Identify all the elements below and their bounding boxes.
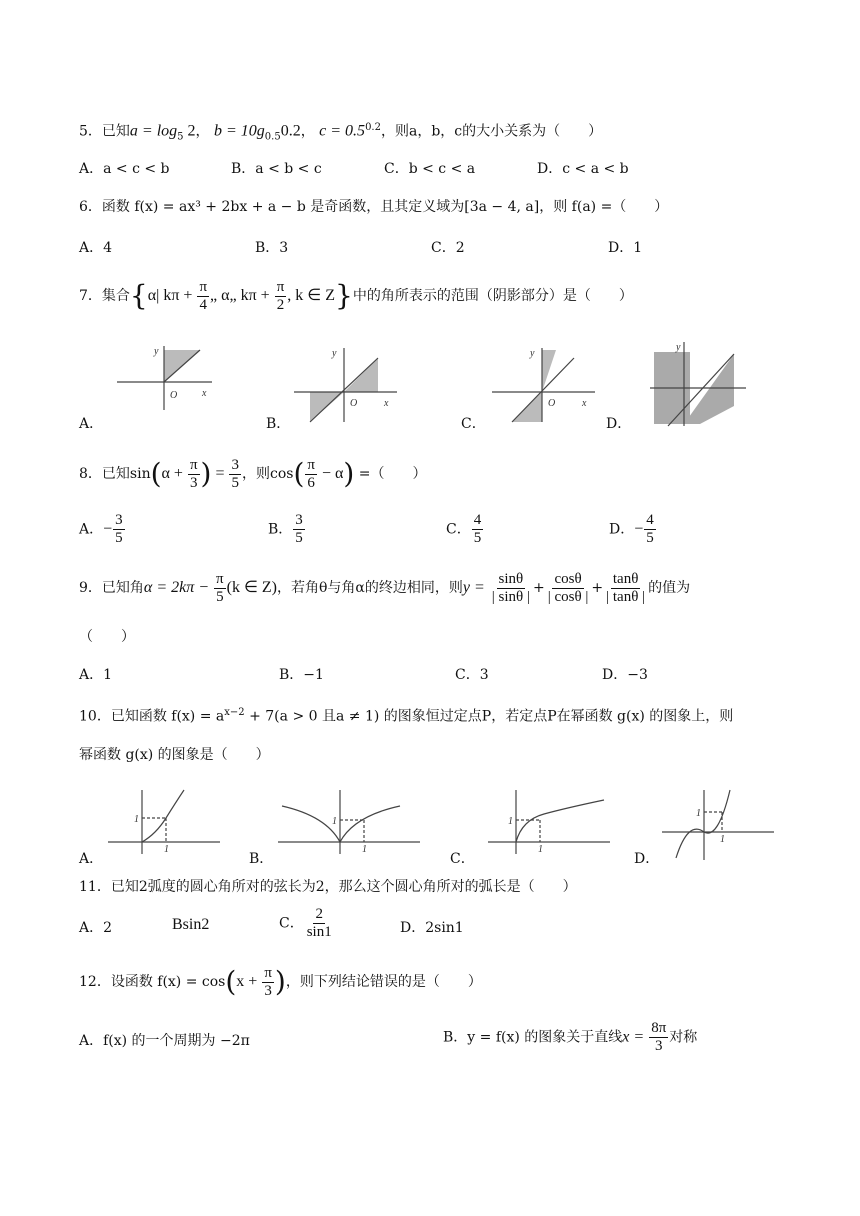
q8-option-c[interactable]: C． $\frac{4}{5}$ (446, 512, 482, 546)
q7-option-d[interactable]: D． (606, 416, 632, 432)
q7-figure-d (648, 340, 748, 428)
svg-text:1: 1 (720, 834, 725, 845)
q7-figure-c (490, 344, 600, 424)
svg-text:O: O (548, 398, 556, 409)
q5-option-c[interactable]: C．b < c < a (384, 161, 476, 177)
svg-text:1: 1 (134, 814, 139, 825)
q10-option-d[interactable]: D． (634, 851, 660, 867)
q12-stem: 12．设函数 f(x) = cos(x + $\frac{\pi}{3}$ )，则下列结论错误的是（ ） (79, 964, 482, 999)
q6-option-d[interactable]: D．1 (608, 240, 643, 256)
svg-text:1: 1 (332, 816, 337, 827)
svg-text:1: 1 (538, 844, 543, 855)
q7-option-b[interactable]: B． (266, 416, 291, 432)
q6-option-c[interactable]: C．2 (431, 240, 465, 256)
q10-figure-a (104, 786, 224, 858)
q7-option-a[interactable]: A． (79, 416, 104, 432)
svg-text:x: x (582, 398, 587, 409)
q12-option-b[interactable]: B．y = f(x) 的图象关于直线x = $\frac{8\pi}{3}$ 对称 (443, 1020, 698, 1054)
svg-text:y: y (530, 348, 535, 359)
q7-figure-a (112, 344, 222, 414)
q9-paren: （ ） (79, 629, 135, 645)
q11-stem: 11．已知2弧度的圆心角所对的弦长为2，那么这个圆心角所对的弧长是（ ） (79, 879, 577, 895)
svg-text:1: 1 (696, 808, 701, 819)
q9-option-d[interactable]: D．−3 (602, 667, 648, 683)
q7-stem: 7．集合{α| kπ + $\frac{\pi}{4}$ „ α„ kπ + $\frac{\pi}{2}$ , k ∈ Z}中的角所表示的范围（阴影部分）是（ ） (79, 278, 633, 313)
q11-option-a[interactable]: A．2 (79, 920, 113, 936)
q10-option-c[interactable]: C． (450, 851, 475, 867)
q10-option-a[interactable]: A． (79, 851, 104, 867)
q5-stem: 5．已知$a = \log_5 2$， $b = 10g_{0.5}0.2$， $c = 0.5^{0.2}$，则a，b，c的大小关系为（ ） (79, 122, 603, 143)
svg-text:O: O (170, 390, 178, 401)
q9-option-b[interactable]: B．−1 (279, 667, 324, 683)
q9-option-a[interactable]: A．1 (79, 667, 113, 683)
svg-text:y: y (676, 342, 681, 353)
svg-text:1: 1 (508, 816, 513, 827)
q6-option-a[interactable]: A．4 (79, 240, 113, 256)
q8-option-b[interactable]: B． $\frac{3}{5}$ (268, 512, 303, 546)
svg-text:1: 1 (164, 844, 169, 855)
q8-stem: 8．已知sin(α + $\frac{\pi}{3}$ ) = $\frac{3}{5}$ ，则cos( $\frac{\pi}{6}$ − α) =（ ） (79, 456, 427, 491)
q10-stem-line1: 10．已知函数 $f(x) = a^{x-2} + 7(a > 0$ 且a ≠ 1) 的图象恒过定点P，若定点P在幂函数 g(x) 的图象上，则 (79, 707, 734, 725)
q7-option-c[interactable]: C． (461, 416, 486, 432)
svg-text:1: 1 (362, 844, 367, 855)
q12-option-a[interactable]: A．f(x) 的一个周期为 −2π (79, 1033, 250, 1049)
q10-option-b[interactable]: B． (249, 851, 274, 867)
q10-figure-c (484, 786, 614, 858)
q7-figure-b (292, 344, 402, 424)
svg-text:x: x (384, 398, 389, 409)
q5-option-a[interactable]: A．a < c < b (79, 161, 170, 177)
svg-text:y: y (332, 348, 337, 359)
q8-option-a[interactable]: A．− $\frac{3}{5}$ (79, 512, 123, 546)
svg-text:x: x (202, 388, 207, 399)
q11-option-b[interactable]: Bsin2 (172, 916, 210, 933)
q5-option-d[interactable]: D．c < a < b (537, 161, 629, 177)
q8-option-d[interactable]: D．− $\frac{4}{5}$ (609, 512, 654, 546)
svg-text:y: y (154, 346, 159, 357)
q6-option-b[interactable]: B．3 (255, 240, 289, 256)
q10-figure-b (274, 786, 424, 858)
q9-option-c[interactable]: C．3 (455, 667, 489, 683)
q9-stem: 9．已知角α = 2kπ − $\frac{\pi}{5}$ (k ∈ Z)，若角θ与角α的终边相同，则y = $\frac{\sin\theta}{| \sin\theta |}$ + $\frac{\cos\theta}{| \cos\theta |}$ + $\frac{\tan\theta}{| \tan\theta |}$ 的值为 (79, 570, 691, 605)
q11-option-d[interactable]: D．2sin1 (400, 920, 464, 936)
q10-figure-d (658, 786, 778, 862)
q10-stem-line2: 幂函数 g(x) 的图象是（ ） (79, 747, 270, 763)
q6-stem: 6．函数 f(x) = ax³ + 2bx + a − b 是奇函数，且其定义域为[3a − 4, a]，则 f(a) =（ ） (79, 199, 669, 215)
svg-text:O: O (350, 398, 358, 409)
q11-option-c[interactable]: C． $\frac{2}{\sin 1}$ (279, 906, 332, 940)
q5-option-b[interactable]: B．a < b < c (231, 161, 322, 177)
